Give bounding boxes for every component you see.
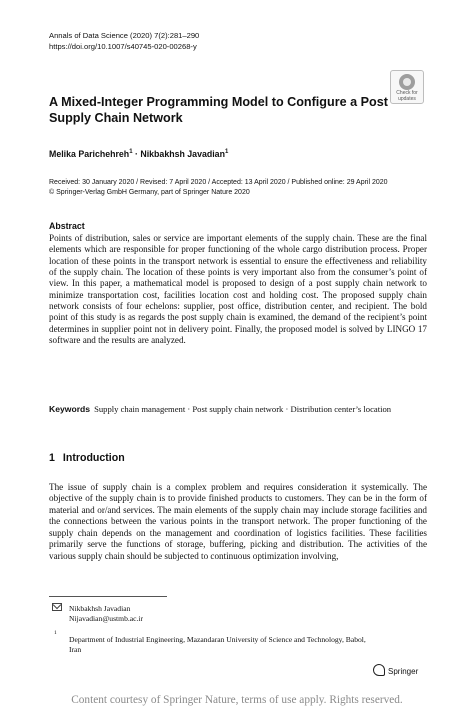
- abstract-heading: Abstract: [49, 221, 85, 231]
- affiliation-text: Department of Industrial Engineering, Mazandaran University of Science and Technology, Babol, Iran: [69, 635, 366, 654]
- check-for-updates-badge[interactable]: [390, 70, 424, 104]
- author-name[interactable]: Nikbakhsh Javadian: [140, 149, 225, 159]
- keywords-text: Supply chain management · Post supply chain network · Distribution center’s location: [94, 404, 392, 414]
- badge-line-1: Check for: [396, 90, 418, 96]
- author-name[interactable]: Melika Parichehreh: [49, 149, 130, 159]
- keywords-line: [49, 403, 427, 416]
- check-for-updates-icon: [399, 74, 415, 90]
- abstract-text: Points of distribution, sales or service are important elements of the supply chain. These are the final elements which are responsible for proper functioning of the whole cargo distribution process. Proper location of these points in the transport network is essential to ensure the effectiveness and reliability of the supply chain. The location of these points is very important also from the consumer’s point of view. In this paper, a mathematical model is proposed to design of a post supply chain network to minimize transportation cost, facilities location cost and holding cost. The proposed supply chain network consists of four echelons: supplier, post office, distribution center, and recipient. The bold point of this study is as regards the post supply chain is examined, the demand of the recipient’s point determines in supplier point not in delivery point. Finally, the proposed model is solved by LINGO 17 software and the results are analyzed.: [49, 233, 427, 346]
- corresponding-author-email[interactable]: Nijavadian@ustmb.ac.ir: [69, 614, 144, 623]
- journal-citation: Annals of Data Science (2020) 7(2):281–290: [49, 31, 200, 40]
- affiliation-mark: 1: [129, 149, 133, 155]
- badge-line-2: updates: [398, 95, 416, 102]
- section-number: 1: [49, 452, 55, 464]
- author-separator: ·: [132, 149, 141, 159]
- corresponding-author-name: Nikbakhsh Javadian: [69, 604, 131, 613]
- author-list: [49, 149, 228, 159]
- copyright-notice: © Springer-Verlag GmbH Germany, part of Springer Nature 2020: [49, 189, 250, 196]
- keywords-label: Keywords: [49, 404, 91, 414]
- footnote-divider: [49, 596, 167, 597]
- springer-horse-icon: [373, 664, 385, 676]
- section-heading: [49, 452, 125, 464]
- courtesy-watermark: Content courtesy of Springer Nature, terms of use apply. Rights reserved.: [71, 694, 403, 706]
- envelope-icon: [52, 603, 62, 611]
- doi-link[interactable]: https://doi.org/10.1007/s40745-020-00268-y: [49, 42, 197, 51]
- publisher-name: Springer: [388, 667, 419, 676]
- affiliation-mark: 1: [224, 149, 229, 155]
- springer-logo: [373, 664, 418, 676]
- introduction-text: The issue of supply chain is a complex problem and requires consideration it systemically. The objective of the supply chain is to provide finished products to customers. They can be in the form of material and or/and services. The main elements of the supply chain may include storage facilities and the connections between the various points in the transport network. The proper functioning of the supply chain depends on the management and coordination of logistics facilities. These facilities primarily serve the functions of storage, buffering, picking and distribution. The activities of the various supply chain should be subjected to continuous optimization involving,: [49, 482, 427, 561]
- section-title: Introduction: [62, 452, 125, 464]
- publication-dates: Received: 30 January 2020 / Revised: 7 April 2020 / Accepted: 13 April 2020 / Published online: 29 April 2020: [49, 179, 388, 186]
- footnote-mark: 1: [54, 630, 57, 636]
- paper-title: A Mixed-Integer Programming Model to Configure a Post Supply Chain Network: [49, 95, 388, 125]
